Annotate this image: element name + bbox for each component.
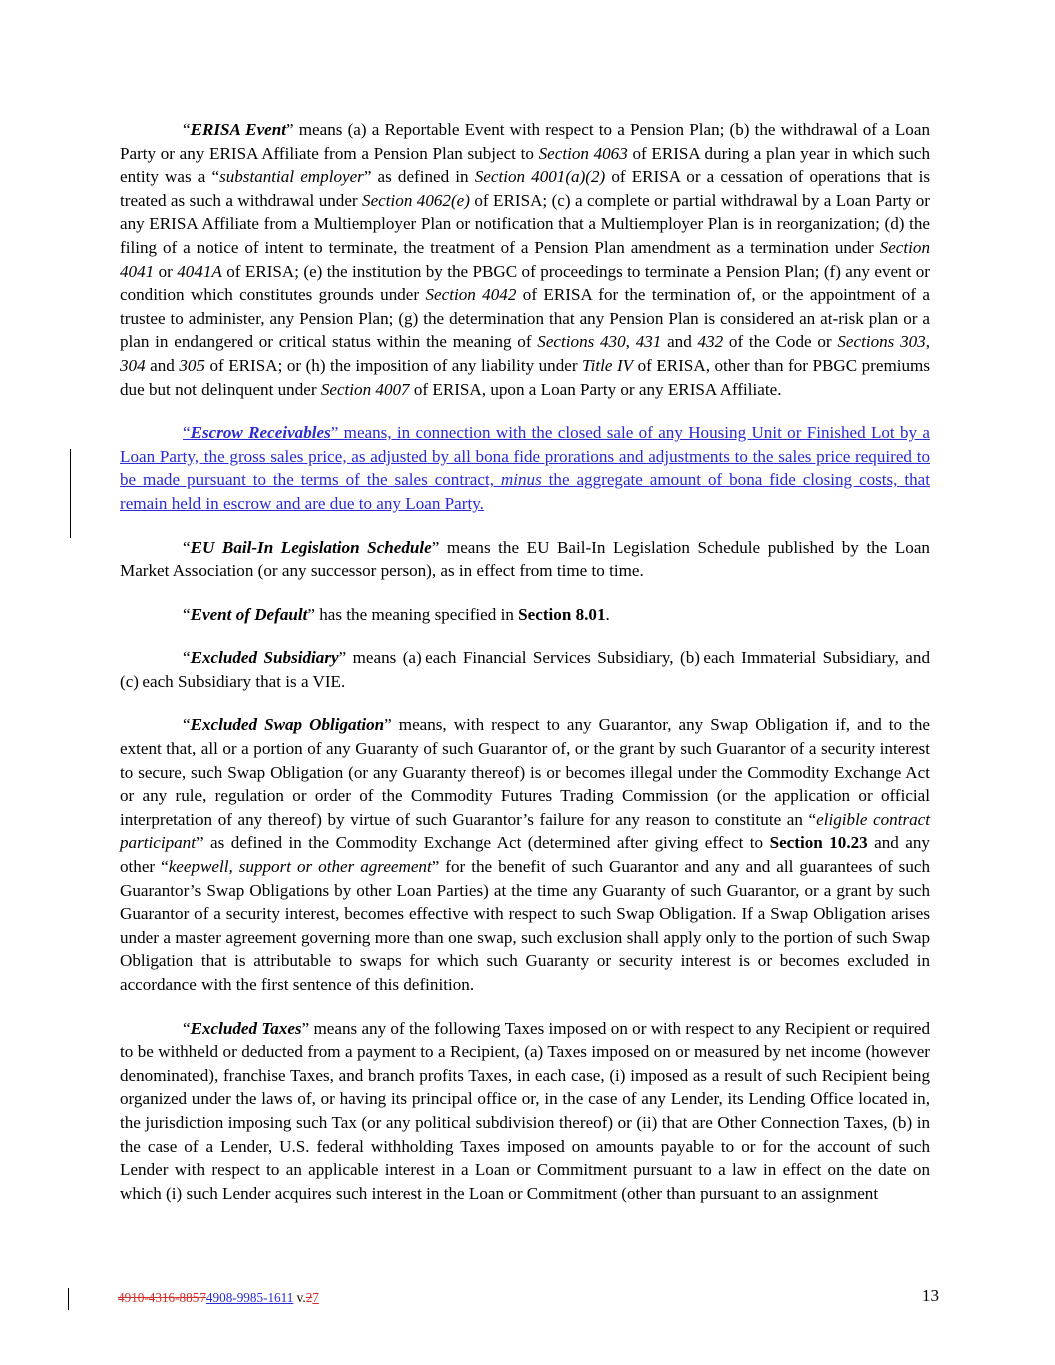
definition-text [120,1019,930,1203]
italic-reference: substantial employer [219,167,364,187]
definition-paragraph-excluded-swap-obligation [120,713,930,996]
revision-change-bar-escrow [70,449,71,538]
italic-reference: Section 4063 [538,143,628,163]
defined-term: Escrow Receivables [190,423,331,443]
footer-version-label: v. [293,1290,306,1305]
definition-text [120,538,930,581]
italic-reference: Section 4062(e) [362,190,470,210]
text-run: ” means any of the following Taxes imposed on or with respect to any Recipient or required to be withheld or deducted from a payment to a Recipient, (a) Taxes imposed on or measured by net income (however denominated), franchise Taxes, and branch profits Taxes, in each case, (i) imposed as a result of such Recipient being organized under the laws of, or having its principal office or, in the case of any Lender, its Lending Office located in, the jurisdiction imposing such Tax (or any political subdivision thereof) or (ii) that are Other Connection Taxes, (b) in the case of a Lender, U.S. federal withholding Taxes imposed on amounts payable to or for the account of such Lender with respect to an applicable interest in a Loan or Commitment pursuant to a law in effect on the date on which (i) such Lender acquires such interest in the Loan or Commitment (other than pursuant to an assignment [120,1018,930,1203]
text-run: of the Code or [723,332,838,352]
italic-reference: Section 4007 [320,379,410,399]
text-run: “ [183,648,191,668]
definition-text [120,648,930,691]
defined-term: EU Bail-In Legislation Schedule [190,537,432,557]
revision-change-bar-footer [68,1288,69,1310]
text-run: of ERISA; (e) the institution by the PBGC of proceedings to terminate a Pension Plan; (f) any event or condition which constitutes grounds under [120,261,930,305]
document-footer [118,1290,319,1306]
definition-paragraph-eu-bail-in-legislation-schedule [120,536,930,583]
text-run: of ERISA for the termination of, or the appointment of a trustee to administer, any Pension Plan; (g) the determination that any Pension Plan is considered an at-risk plan or a plan in endangered or critical status within the meaning of [120,285,930,352]
text-run: ” means (a) each Financial Services Subsidiary, (b) each Immaterial Subsidiary, and (c) each Subsidiary that is a VIE. [120,648,930,691]
defined-term: Event of Default [190,604,308,624]
italic-reference: Sections 430 [537,332,626,352]
defined-term: Excluded Subsidiary [190,648,339,668]
footer-document-id-deleted: 4910-4316-8857 [118,1290,206,1305]
italic-reference: Section 4042 [425,285,517,305]
italic-reference: eligible contract participant [120,809,930,853]
footer-version-inserted: 7 [312,1290,319,1305]
definition-paragraph-erisa-event [120,118,930,401]
text-run: of ERISA; (c) a complete or partial withdrawal by a Loan Party or any ERISA Affiliate from a Multiemployer Plan or notification that a Multiemployer Plan is in reorganization; (d) the filing of a notice of intent to terminate, the treatment of a Pension Plan amendment as a termination under [120,190,931,257]
text-run: ” for the benefit of such Guarantor and any and all guarantees of such Guarantor’s Swap Obligations by other Loan Parties) at the time any Guaranty of such Guarantor, or a grant by such Guarantor of a security interest, becomes effective with respect to such Swap Obligation. If a Swap Obligation arises under a master agreement governing more than one swap, such exclusion shall apply only to the portion of such Swap Obligation that is attributable to swaps for which such Guaranty or security interest is or becomes excluded in accordance with the first sentence of this definition. [120,857,930,994]
definition-text [120,120,930,399]
definition-text [120,715,930,994]
text-run: the aggregate amount of bona fide closing costs, that remain held in escrow and are due to any Loan Party. [120,470,930,513]
text-run: and [661,332,698,352]
text-run: ” has the meaning specified in [307,604,519,624]
text-run: ” as defined in [363,167,475,187]
text-run: of ERISA during a plan year in which such entity was a “ [120,143,931,187]
definition-paragraph-escrow-receivables [120,421,930,515]
italic-reference: 4041A [177,261,222,281]
italic-reference: keepwell, support or other agreement [168,857,432,877]
bold-reference: Section 10.23 [769,833,868,853]
text-run: of ERISA or a cessation of operations that is treated as such a withdrawal under [120,167,930,210]
text-run: or [154,261,178,281]
text-run: ” means, in connection with the closed sale of any Housing Unit or Finished Lot by a Loan Party, the gross sales price, as adjusted by all bona fide prorations and adjustments to the sales price required to be made pursuant to the terms of the sales contract, [120,423,930,490]
definition-text [120,423,930,513]
text-run: “ [183,604,191,624]
text-run: of ERISA; or (h) the imposition of any liability under [204,355,583,375]
italic-reference: 431 [635,332,662,352]
bold-reference: Section 8.01 [518,604,606,624]
text-run: “ [183,537,191,557]
definition-paragraph-excluded-subsidiary [120,646,930,693]
defined-term: ERISA Event [190,120,287,139]
text-run: “ [183,423,191,443]
italic-reference: 432 [697,332,724,352]
text-run: ” means (a) a Reportable Event with respect to a Pension Plan; (b) the withdrawal of a Loan Party or any ERISA Affiliate from a Pension Plan subject to [120,120,930,163]
text-run: of ERISA, other than for PBGC premiums due but not delinquent under [120,355,930,399]
page-number: 13 [921,1286,939,1305]
text-run: “ [183,715,191,735]
italic-reference: Title IV [582,355,634,375]
footer-document-id-inserted: 4908-9985-1611 [205,1290,294,1305]
italic-reference: 304 [120,355,146,375]
definition-paragraph-excluded-taxes [120,1017,930,1206]
italic-reference: Section 4001(a)(2) [474,167,606,187]
footer-version-deleted: 2 [305,1290,313,1305]
text-run: “ [183,1018,191,1038]
italic-reference: Section 4041 [120,237,930,281]
definition-paragraph-event-of-default [120,603,930,627]
text-run: and any other “ [120,833,930,877]
text-run: “ [183,120,191,139]
italic-reference: 305 [179,355,205,375]
text-run: ” as defined in the Commodity Exchange Act (determined after giving effect to [195,833,770,853]
text-run: . [605,604,610,624]
text-run: , [625,332,636,352]
text-run: and [145,355,180,375]
defined-term: Excluded Swap Obligation [190,715,385,735]
text-run: , [925,332,930,352]
text-run: ” means, with respect to any Guarantor, any Swap Obligation if, and to the extent that, all or a portion of any Guaranty of such Guarantor of, or the grant by such Guarantor of a security interest to secure, such Swap Obligation (or any Guaranty thereof) is or becomes illegal under the Commodity Exchange Act or any rule, regulation or order of the Commodity Futures Trading Commission (or the application or official interpretation of any thereof) by virtue of such Guarantor’s failure for any reason to constitute an “ [120,715,930,829]
italic-reference: minus [500,470,542,490]
italic-reference: Sections 303 [837,332,926,352]
defined-term: Excluded Taxes [190,1018,302,1038]
text-run: of ERISA, upon a Loan Party or any ERISA Affiliate. [409,379,782,399]
text-run: ” means the EU Bail-In Legislation Schedule published by the Loan Market Association (or any successor person), as in effect from time to time. [120,537,930,581]
definition-text [183,605,610,624]
document-body [120,118,930,1205]
